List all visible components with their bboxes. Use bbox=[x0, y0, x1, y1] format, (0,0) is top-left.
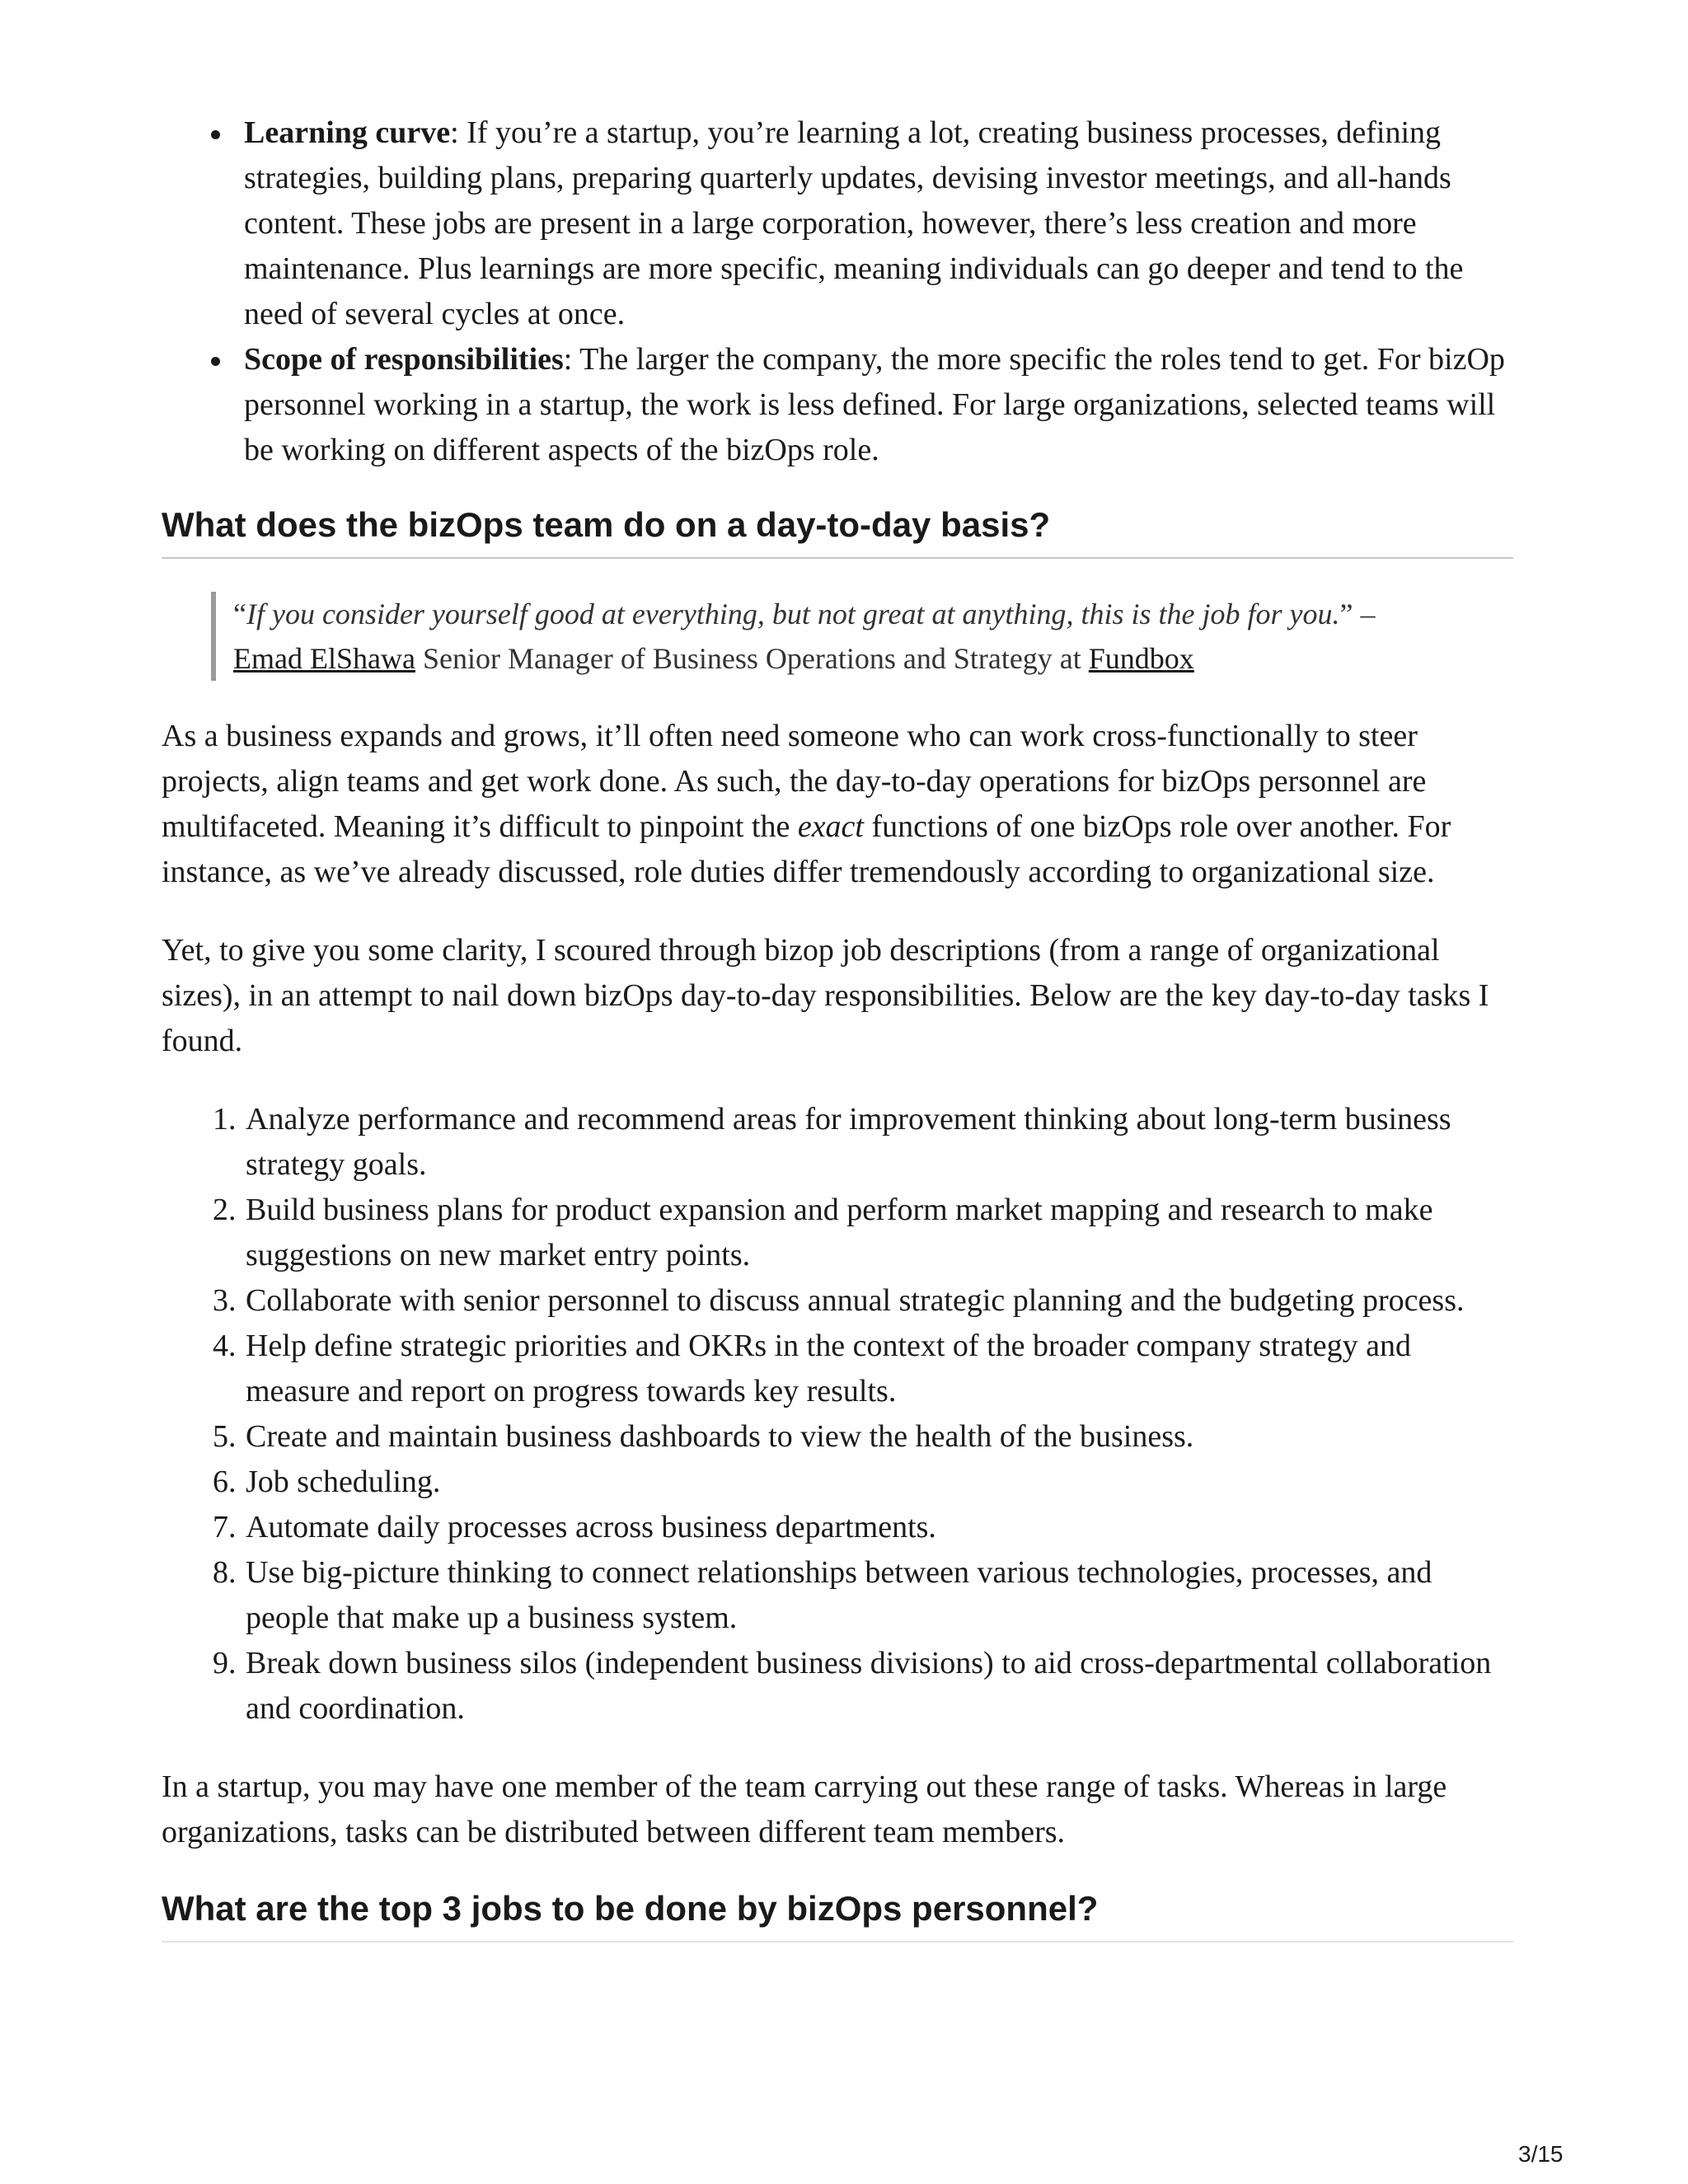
list-item: 8. Use big-picture thinking to connect relationships between various technologies, processes, and people that make up a business system. bbox=[244, 1550, 1513, 1641]
list-item: 9. Break down business silos (independent business divisions) to aid cross-departmental collaboration and coordination. bbox=[244, 1641, 1513, 1732]
list-item: 6. Job scheduling. bbox=[244, 1460, 1513, 1505]
list-item: 7. Automate daily processes across business departments. bbox=[244, 1505, 1513, 1550]
section-heading: What are the top 3 jobs to be done by bizOps personnel? bbox=[162, 1888, 1513, 1943]
bullet-term: Learning curve bbox=[244, 115, 451, 150]
list-item: 4. Help define strategic priorities and OKRs in the context of the broader company strategy and measure and report on progress towards key results. bbox=[244, 1324, 1513, 1414]
pull-quote bbox=[211, 592, 1513, 681]
quote-author-role: Senior Manager of Business Operations and Strategy at bbox=[415, 642, 1089, 675]
list-item: 5. Create and maintain business dashboards to view the health of the business. bbox=[244, 1414, 1513, 1460]
paragraph: In a startup, you may have one member of the team carrying out these range of tasks. Whereas in large organizations, tasks can be distributed between different team members. bbox=[162, 1769, 1447, 1849]
task-list bbox=[162, 1097, 1513, 1732]
emphasis: exact bbox=[797, 809, 864, 844]
page-number: 3/15 bbox=[1518, 2141, 1564, 2167]
list-item: 1. Analyze performance and recommend areas for improvement thinking about long-term business strategy goals. bbox=[244, 1097, 1513, 1188]
list-item bbox=[244, 337, 1513, 473]
paragraph: As a business expands and grows, it’ll often need someone who can work cross-functionally to steer projects, align teams and get work done. As such, the day-to-day operations for bizOps personnel are multifaceted. Meaning it’s difficult to pinpoint the exact functions of one bizOps role over another. For instance, as we’ve already discussed, role duties differ tremendously according to organizational size. bbox=[162, 719, 1451, 889]
article-content bbox=[162, 110, 1513, 1943]
list-item: 3. Collaborate with senior personnel to discuss annual strategic planning and the budgeting process. bbox=[244, 1278, 1513, 1324]
company-link[interactable]: Fundbox bbox=[1088, 642, 1194, 675]
bullet-list bbox=[162, 110, 1513, 473]
paragraph: Yet, to give you some clarity, I scoured through bizop job descriptions (from a range of organizational sizes), in an attempt to nail down bizOps day-to-day responsibilities. Below are the key day-to-day tasks I found. bbox=[162, 933, 1489, 1058]
list-item: 2. Build business plans for product expansion and perform market mapping and research to make suggestions on new market entry points. bbox=[244, 1188, 1513, 1278]
bullet-term: Scope of responsibilities bbox=[244, 342, 564, 377]
quote-author-link[interactable]: Emad ElShawa bbox=[233, 642, 415, 675]
bullet-text: : If you’re a startup, you’re learning a lot, creating business processes, defining strategies, building plans, preparing quarterly updates, devising investor meetings, and all-hands content. These jobs are present in a large corporation, however, there’s less creation and more maintenance. Plus learnings are more specific, meaning individuals can go deeper and tend to the need of several cycles at once. bbox=[244, 115, 1464, 331]
bullet-text: : The larger the company, the more specific the roles tend to get. For bizOp personnel working in a startup, the work is less defined. For large organizations, selected teams will be working on different aspects of the bizOps role. bbox=[244, 342, 1505, 467]
quote-body: If you consider yourself good at everything, but not great at anything, this is the job for you. bbox=[246, 598, 1340, 630]
quote-text: “If you consider yourself good at everything, but not great at anything, this is the job for you.” – Emad ElShawa Senior Manager of Business Operations and Strategy at Fundbox bbox=[233, 598, 1376, 675]
section-heading: What does the bizOps team do on a day-to-day basis? bbox=[162, 504, 1513, 559]
list-item bbox=[244, 110, 1513, 337]
